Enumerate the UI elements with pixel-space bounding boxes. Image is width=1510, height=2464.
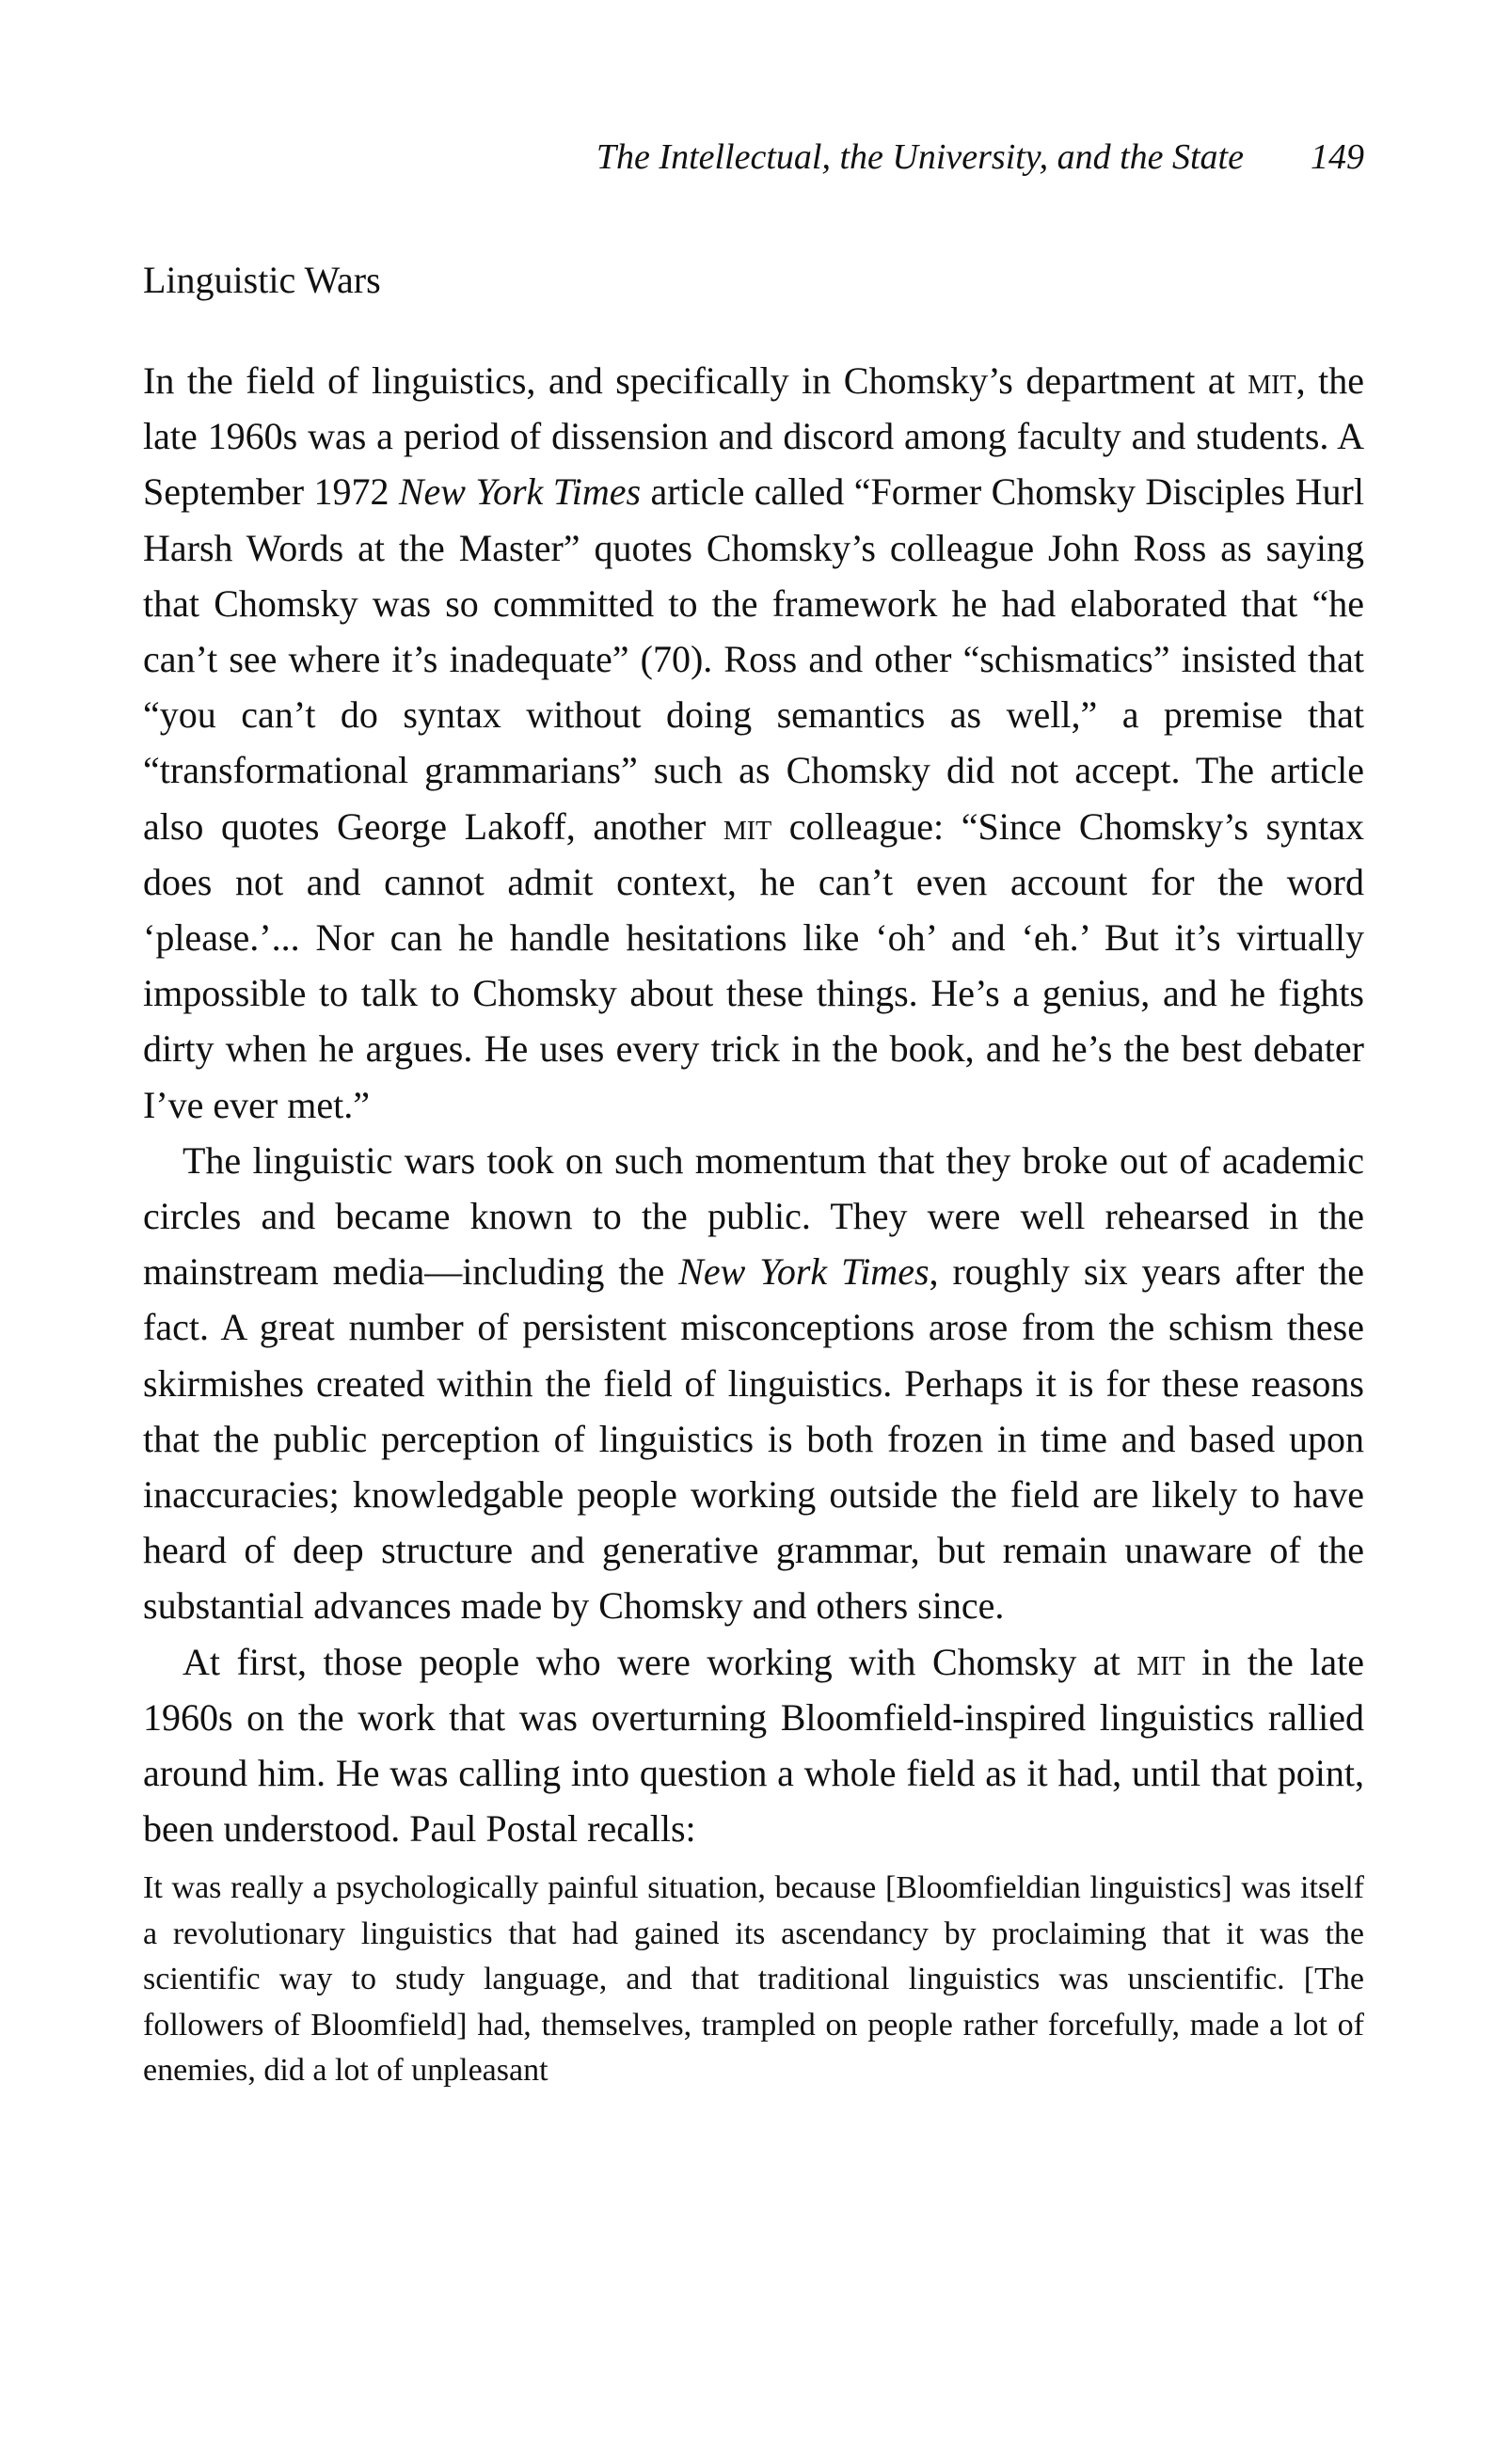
running-title: The Intellectual, the University, and the State <box>596 137 1244 177</box>
mit-abbreviation: mit <box>1136 1640 1185 1683</box>
paragraph-2 <box>143 1133 1364 1634</box>
paragraph-1-text-c: article called “Former Chomsky Disciples Hurl Harsh Words at the Master” quotes Chomsky’s colleague John Ross as saying that Chomsky was so committed to the framework he had elaborated that “he can’t see where it’s inadequate” (70). Ross and other “schismatics” insisted that “you can’t do syntax without doing semantics as well,” a premise that “transformational grammarians” such as Chomsky did not accept. The article also quotes George Lakoff, another <box>143 470 1364 848</box>
paragraph-3-text-b: in the late 1960s on the work that was overturning Bloomfield-inspired linguistics rallied around him. He was calling into question a whole field as it had, until that point, been understood. Paul Postal recalls: <box>143 1640 1365 1851</box>
body-text <box>143 353 1364 2094</box>
paragraph-3-text-a: At first, those people who were working with Chomsky at <box>183 1640 1137 1683</box>
newspaper-title: New York Times <box>398 470 642 514</box>
paragraph-2-text-a: The linguistic wars took on such momentum that they broke out of academic circles and became known to the public. They were well rehearsed in the mainstream media—including the <box>143 1138 1364 1294</box>
paragraph-2-text-b: , roughly six years after the fact. A great number of persistent misconceptions arose from the schism these skirmishes created within the field of linguistics. Perhaps it is for these reasons that the public perception of linguistics is both frozen in time and based upon inaccuracies; knowledgable people working outside the field are likely to have heard of deep structure and generative grammar, but remain unaware of the substantial advances made by Chomsky and others since. <box>143 1250 1364 1628</box>
paragraph-1-text-b: , the late 1960s was a period of dissension and discord among faculty and students. A September 1972 <box>143 359 1365 514</box>
block-quote: It was really a psychologically painful situation, because [Bloomfieldian linguistics] was itself a revolutionary linguistics that had gained its ascendancy by proclaiming that it was the scientific way to study language, and that traditional linguistics was unscientific. [The followers of Bloomfield] had, themselves, trampled on people rather forcefully, made a lot of enemies, did a lot of unpleasant <box>143 1870 1364 2089</box>
mit-abbreviation: mit <box>1248 359 1296 402</box>
paragraph-1-text-a: In the field of linguistics, and specifically in Chomsky’s department at <box>143 359 1248 402</box>
paragraph-3 <box>143 1634 1364 1857</box>
book-page <box>143 0 1364 2464</box>
paragraph-1-text-d: colleague: “Since Chomsky’s syntax does not and cannot admit context, he can’t even account for the word ‘please.’... Nor can he handle hesitations like ‘oh’ and ‘eh.’ But it’s virtually impossible to talk to Chomsky about these things. He’s a genius, and he fights dirty when he argues. He uses every trick in the book, and he’s the best debater I’ve ever met.” <box>143 804 1364 1126</box>
section-heading: Linguistic Wars <box>143 259 381 301</box>
paragraph-1 <box>143 353 1364 1133</box>
page-number: 149 <box>1311 137 1364 177</box>
mit-abbreviation: mit <box>723 804 772 848</box>
newspaper-title: New York Times <box>678 1250 930 1294</box>
running-head <box>143 134 1364 181</box>
